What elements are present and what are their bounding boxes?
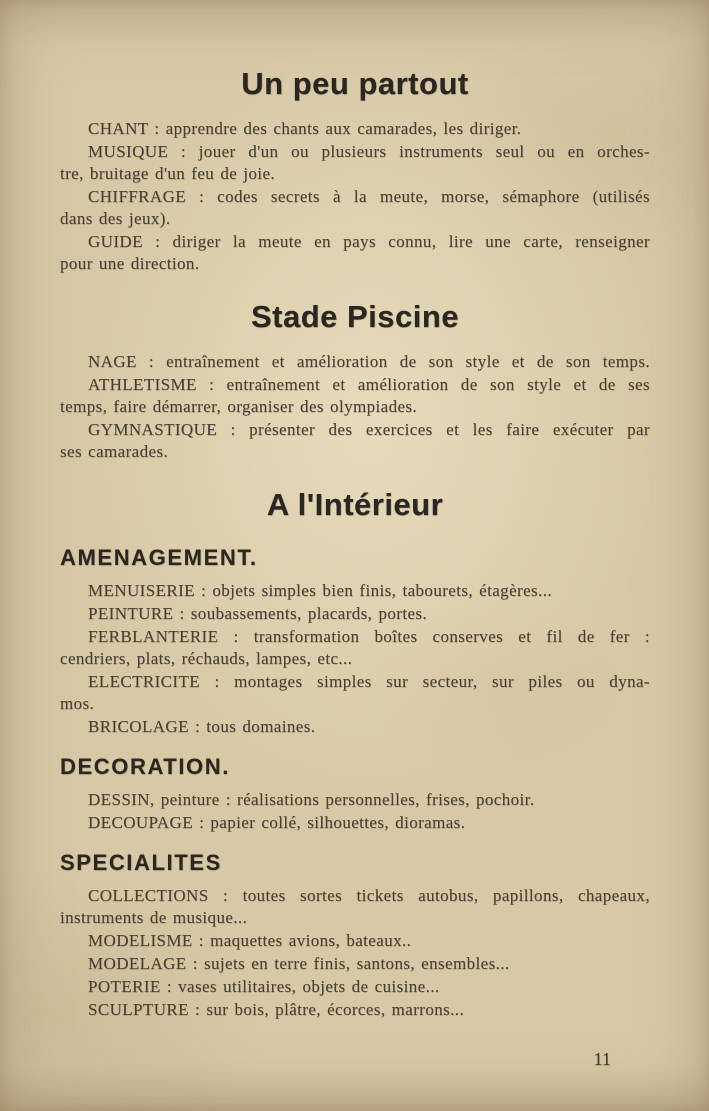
activity-entry-nage — [60, 351, 650, 373]
text-line: POTERIE : vases utilitaires, objets de cuisine... — [88, 977, 440, 996]
page-number: 11 — [593, 1049, 611, 1069]
activity-entry-gymnastique — [60, 419, 650, 463]
text-line: CHIFFRAGE : codes secrets à la meute, morse, sémaphore (utilisés — [88, 187, 650, 206]
subheading-decoration: DECORATION. — [60, 754, 230, 779]
text-line: DECOUPAGE : papier collé, silhouettes, dioramas. — [88, 813, 466, 832]
subsection-specialites — [60, 850, 650, 1021]
activity-entry-ferblanterie — [60, 626, 650, 670]
subsection-entries — [60, 789, 650, 834]
title-un-peu-partout: Un peu partout — [241, 66, 469, 101]
subsection-entries — [60, 580, 650, 738]
text-line: instruments de musique... — [60, 908, 248, 927]
subheading-amenagement: AMENAGEMENT. — [60, 545, 258, 570]
activity-entry-menuiserie — [60, 580, 650, 602]
text-line: cendriers, plats, réchauds, lampes, etc... — [60, 649, 353, 668]
activity-entry-sculpture — [60, 999, 650, 1021]
activity-entry-collections — [60, 885, 650, 929]
text-line: DESSIN, peinture : réalisations personnelles, frises, pochoir. — [88, 790, 535, 809]
text-line: CHANT : apprendre des chants aux camarades, les diriger. — [88, 119, 522, 138]
activity-entry-poterie — [60, 976, 650, 998]
activity-entry-electricite — [60, 671, 650, 715]
text-line: MENUISERIE : objets simples bien finis, tabourets, étagères... — [88, 581, 553, 600]
text-line: ELECTRICITE : montages simples sur secteur, sur piles ou dyna- — [88, 672, 650, 691]
text-line: GYMNASTIQUE : présenter des exercices et les faire exécuter par — [88, 420, 650, 439]
title-stade-piscine: Stade Piscine — [250, 299, 460, 334]
text-line: COLLECTIONS : toutes sortes tickets autobus, papillons, chapeaux, — [88, 886, 650, 905]
text-line: PEINTURE : soubassements, placards, portes. — [88, 604, 428, 623]
text-line: MODELAGE : sujets en terre finis, santons, ensembles... — [88, 954, 510, 973]
subsection-amenagement — [60, 545, 650, 738]
text-line: BRICOLAGE : tous domaines. — [88, 717, 316, 736]
section-un-peu-partout — [60, 118, 650, 275]
activity-entry-chant — [60, 118, 650, 140]
text-line: dans des jeux). — [60, 209, 171, 228]
text-line: temps, faire démarrer, organiser des olympiades. — [60, 397, 418, 416]
text-line: mos. — [60, 694, 95, 713]
text-line: GUIDE : diriger la meute en pays connu, lire une carte, renseigner — [88, 232, 650, 251]
activity-entry-peinture — [60, 603, 650, 625]
subsection-entries — [60, 885, 650, 1021]
text-line: MUSIQUE : jouer d'un ou plusieurs instruments seul ou en orches- — [88, 142, 650, 161]
text-line: tre, bruitage d'un feu de joie. — [60, 164, 276, 183]
activity-entry-dessin — [60, 789, 650, 811]
activity-entry-chiffrage — [60, 186, 650, 230]
activity-entry-modelage — [60, 953, 650, 975]
text-line: pour une direction. — [60, 254, 200, 273]
text-line: ATHLETISME : entraînement et amélioration de son style et de ses — [88, 375, 650, 394]
text-line: FERBLANTERIE : transformation boîtes conserves et fil de fer : — [88, 627, 650, 646]
text-line: MODELISME : maquettes avions, bateaux.. — [88, 931, 412, 950]
activity-entry-athletisme — [60, 374, 650, 418]
activity-entry-modelisme — [60, 930, 650, 952]
activity-entry-bricolage — [60, 716, 650, 738]
subsection-decoration — [60, 754, 650, 834]
title-a-l-interieur: A l'Intérieur — [266, 487, 444, 522]
activity-entry-guide — [60, 231, 650, 275]
text-line: NAGE : entraînement et amélioration de son style et de son temps. — [88, 352, 650, 371]
subheading-specialites: SPECIALITES — [60, 850, 222, 875]
section-stade-piscine — [60, 351, 650, 463]
activity-entry-decoupage — [60, 812, 650, 834]
text-line: ses camarades. — [60, 442, 169, 461]
text-line: SCULPTURE : sur bois, plâtre, écorces, marrons... — [88, 1000, 465, 1019]
activity-entry-musique — [60, 141, 650, 185]
